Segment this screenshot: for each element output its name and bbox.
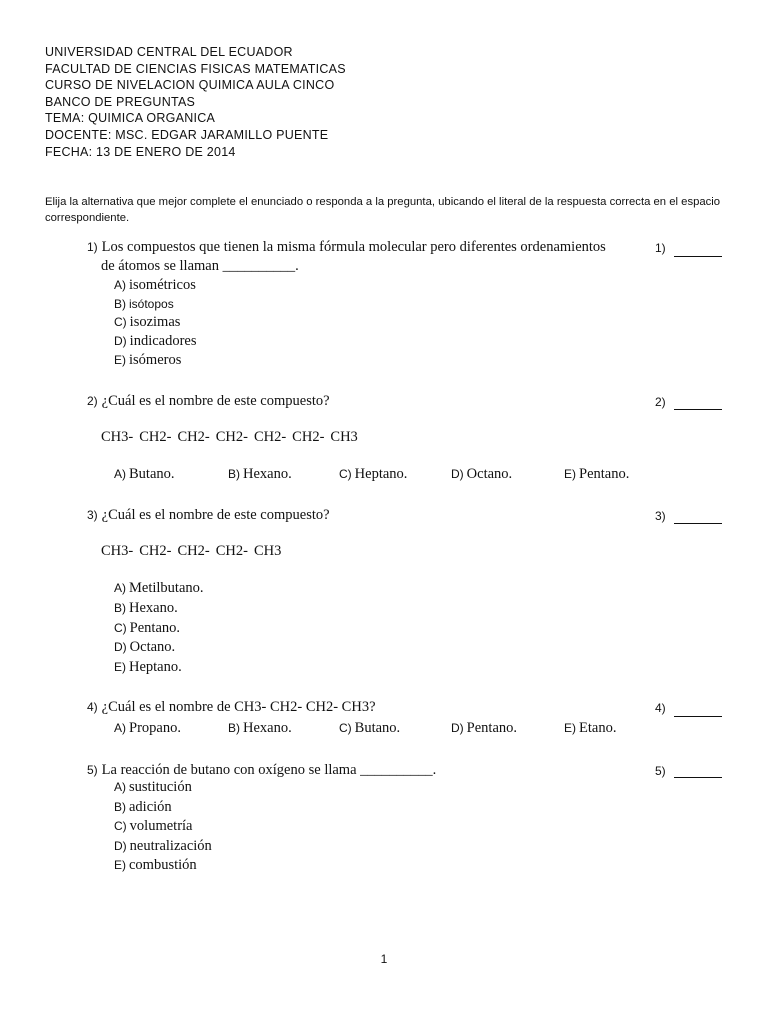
option-d[interactable]: D) neutralización bbox=[114, 838, 212, 854]
header-course: CURSO DE NIVELACION QUIMICA AULA CINCO bbox=[45, 78, 335, 93]
option-c[interactable]: C) volumetría bbox=[114, 818, 193, 834]
option-d[interactable]: D) Pentano. bbox=[451, 720, 518, 736]
question-number: 5) bbox=[87, 763, 98, 777]
answer-blank[interactable] bbox=[674, 716, 722, 717]
option-a[interactable]: A) Butano. bbox=[114, 466, 175, 482]
option-d[interactable]: D) Octano. bbox=[114, 639, 176, 655]
option-c[interactable]: C) Butano. bbox=[339, 720, 401, 736]
answer-blank[interactable] bbox=[674, 523, 722, 524]
question-text: ¿Cuál es el nombre de este compuesto? bbox=[101, 393, 330, 409]
option-a[interactable]: A) Propano. bbox=[114, 720, 181, 736]
option-b[interactable]: B) Hexano. bbox=[228, 466, 292, 482]
chemical-formula: CH3- CH2- CH2- CH2- CH3 bbox=[101, 543, 282, 559]
header-bank: BANCO DE PREGUNTAS bbox=[45, 94, 196, 109]
option-b[interactable]: B) isótopos bbox=[114, 297, 174, 311]
option-e[interactable]: E) Heptano. bbox=[114, 659, 182, 675]
chemical-formula: CH3- CH2- CH2- CH2- CH2- CH2- CH3 bbox=[101, 429, 358, 445]
instructions: Elija la alternativa que mejor complete el enunciado o responda a la pregunta, ubicando el literal de la respuesta correcta en el espacio correspondiente. bbox=[45, 196, 721, 224]
question-number: 2) bbox=[87, 394, 98, 408]
question-text-continued: de átomos se llaman __________. bbox=[101, 258, 299, 274]
answer-blank[interactable] bbox=[674, 409, 722, 410]
option-c[interactable]: C) Heptano. bbox=[339, 466, 408, 482]
option-c[interactable]: C) Pentano. bbox=[114, 620, 181, 636]
question-text: Los compuestos que tienen la misma fórmula molecular pero diferentes ordenamientos bbox=[101, 239, 606, 255]
option-a[interactable]: A) sustitución bbox=[114, 779, 192, 795]
page-number: 1 bbox=[380, 952, 388, 966]
question-number: 1) bbox=[87, 240, 98, 254]
answer-label: 3) bbox=[655, 509, 666, 523]
header-topic: TEMA: QUIMICA ORGANICA bbox=[45, 111, 216, 126]
answer-label: 5) bbox=[655, 764, 666, 778]
option-b[interactable]: B) Hexano. bbox=[228, 720, 292, 736]
header-faculty: FACULTAD DE CIENCIAS FISICAS MATEMATICAS bbox=[45, 61, 346, 76]
option-e[interactable]: E) combustión bbox=[114, 857, 197, 873]
option-a[interactable]: A) Metilbutano. bbox=[114, 580, 204, 596]
header-teacher: DOCENTE: MSC. EDGAR JARAMILLO PUENTE bbox=[45, 127, 329, 142]
document-header bbox=[45, 44, 346, 160]
option-c[interactable]: C) isozimas bbox=[114, 314, 181, 330]
answer-blank[interactable] bbox=[674, 256, 722, 257]
header-date: FECHA: 13 DE ENERO DE 2014 bbox=[45, 144, 236, 159]
option-b[interactable]: B) Hexano. bbox=[114, 600, 178, 616]
option-e[interactable]: E) Etano. bbox=[564, 720, 617, 736]
question-number: 4) bbox=[87, 700, 98, 714]
question-text: La reacción de butano con oxígeno se llama __________. bbox=[101, 762, 437, 778]
option-a[interactable]: A) isométricos bbox=[114, 277, 196, 293]
option-e[interactable]: E) Pentano. bbox=[564, 466, 630, 482]
option-d[interactable]: D) Octano. bbox=[451, 466, 513, 482]
question-text: ¿Cuál es el nombre de CH3- CH2- CH2- CH3? bbox=[101, 699, 376, 715]
answer-label: 4) bbox=[655, 701, 666, 715]
option-d[interactable]: D) indicadores bbox=[114, 333, 197, 349]
header-university: UNIVERSIDAD CENTRAL DEL ECUADOR bbox=[45, 45, 293, 59]
option-b[interactable]: B) adición bbox=[114, 799, 172, 815]
question-text: ¿Cuál es el nombre de este compuesto? bbox=[101, 507, 330, 523]
answer-label: 2) bbox=[655, 395, 666, 409]
question-number: 3) bbox=[87, 508, 98, 522]
option-e[interactable]: E) isómeros bbox=[114, 352, 182, 368]
answer-blank[interactable] bbox=[674, 777, 722, 778]
answer-label: 1) bbox=[655, 241, 666, 255]
